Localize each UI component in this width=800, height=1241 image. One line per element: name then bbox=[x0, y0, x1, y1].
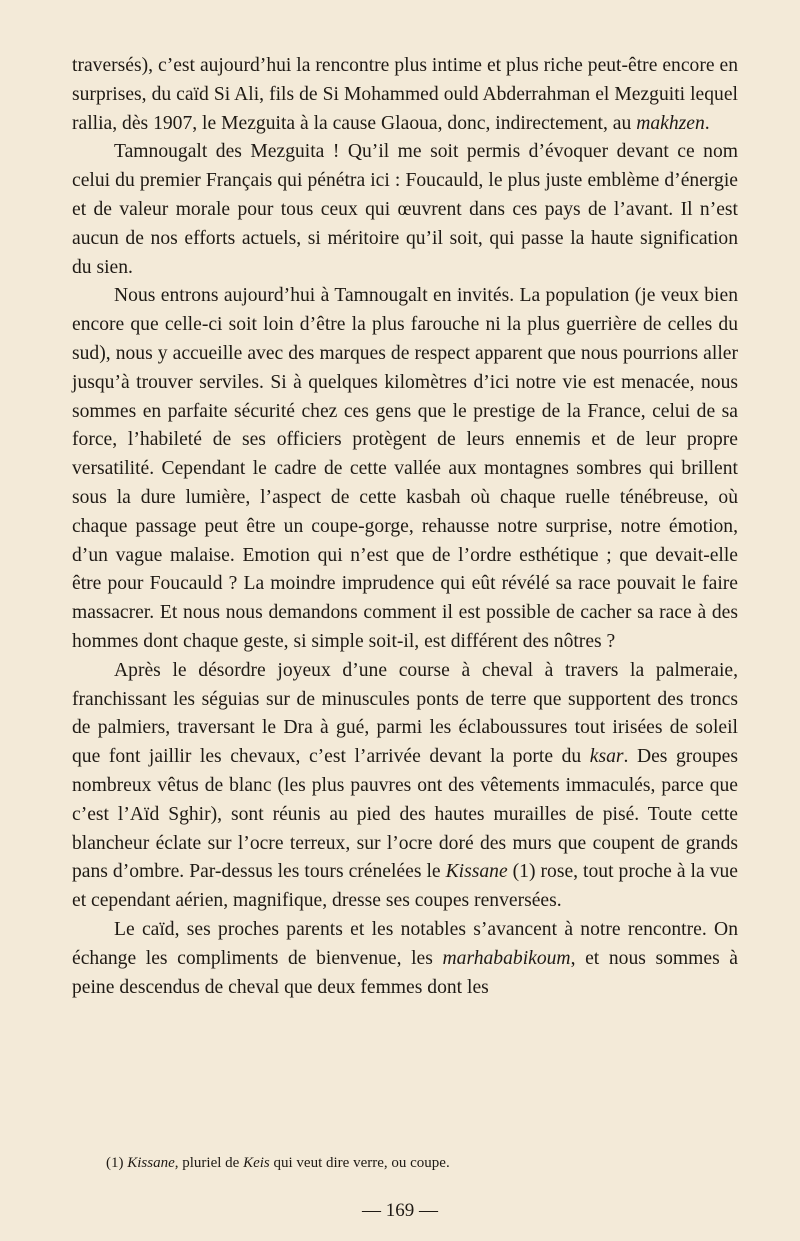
paragraph bbox=[72, 916, 738, 1002]
paragraph-text: Le caïd, ses proches parents et les notables s’avancent à notre rencontre. On échange les compliments de bienvenue, les bbox=[72, 918, 738, 969]
paragraph-text: Nous entrons aujourd’hui à Tamnougalt en invités. La population (je veux bien encore que celle-ci soit loin d’être la plus farouche ni la plus guerrière de celles du sud), nous y accueille avec des marques de respect apparent que nous pourrions aller jusqu’à trouver serviles. Si à quelques kilomètres d’ici notre vie est menacée, nous sommes en parfaite sécurité chez ces gens que le prestige de la France, celui de sa force, l’habileté de ses officiers protègent de leurs ennemis et de leur propre versatilité. Cependant le cadre de cette vallée aux montagnes sombres qui brillent sous la dure lumière, l’aspect de cette kasbah où chaque ruelle ténébreuse, où chaque passage peut être un coupe-gorge, rehausse notre surprise, notre émotion, d’un vague malaise. Emotion qui n’est que de l’ordre esthétique ; que devait-elle être pour Foucauld ? La moindre imprudence qui eût révélé sa race pouvait le faire massacrer. Et nous nous demandons comment il est possible de cacher sa race à des hommes dont chaque geste, si simple soit-il, est différent des nôtres ? bbox=[72, 285, 738, 652]
paragraph bbox=[72, 657, 738, 916]
footnote-marker: (1) bbox=[106, 1155, 128, 1171]
page-body bbox=[72, 52, 738, 1002]
paragraph-text: . Des groupes nombreux vêtus de blanc (les plus pauvres ont des vêtements immaculés, parce que c’est l’Aïd Sghir), sont réunis au pied des hautes murailles de pisé. Toute cette blancheur éclate sur l’ocre terreux, sur l’ocre doré des murs que coupent de grands pans d’ombre. Par-dessus les tours crénelées le bbox=[72, 746, 738, 883]
paragraph bbox=[72, 138, 738, 282]
italic-term: ksar bbox=[589, 746, 624, 768]
paragraph-text: . bbox=[704, 112, 710, 134]
italic-term: Kissane bbox=[445, 861, 508, 883]
paragraph-text: Après le désordre joyeux d’une course à cheval à travers la palmeraie, franchissant les séguias sur de minuscules ponts de terre que supportent des troncs de palmiers, traversant le Dra à gué, parmi les éclaboussures tout irisées de soleil que font jaillir les chevaux, c’est l’arrivée devant la porte du bbox=[72, 659, 738, 768]
footnote-text: qui veut dire verre, ou coupe. bbox=[269, 1155, 450, 1171]
paragraph-text: (1) rose, tout proche à la vue et cependant aérien, magnifique, dresse ses coupes renversées. bbox=[72, 861, 738, 912]
footnote bbox=[106, 1153, 726, 1173]
footnote-term: Keis bbox=[243, 1155, 270, 1171]
paragraph bbox=[72, 52, 738, 138]
paragraph-text: Tamnougalt des Mezguita ! Qu’il me soit permis d’évoquer devant ce nom celui du premier Français qui pénétra ici : Foucauld, le plus juste emblème d’énergie et de valeur morale pour tous ceux qui œuvrent dans ces pays de l’avant. Il n’est aucun de nos efforts actuels, si méritoire qu’il soit, qui passe la haute signification du sien. bbox=[72, 141, 738, 278]
paragraph-text: , et nous sommes à peine descendus de cheval que deux femmes dont les bbox=[72, 947, 739, 998]
footnote-text: , pluriel de bbox=[174, 1155, 244, 1171]
footnote-term: Kissane bbox=[127, 1155, 175, 1171]
paragraph-text: traversés), c’est aujourd’hui la rencontre plus intime et plus riche peut-être encore en surprises, du caïd Si Ali, fils de Si Mohammed ould Abderrahman el Mezguiti lequel rallia, dès 1907, le Mezguita à la cause Glaoua, donc, indirectement, au bbox=[72, 55, 738, 134]
paragraph bbox=[72, 282, 738, 656]
italic-term: marhababikoum bbox=[442, 947, 571, 969]
italic-term: makhzen bbox=[636, 112, 705, 134]
page-number: — 169 — bbox=[362, 1200, 438, 1221]
